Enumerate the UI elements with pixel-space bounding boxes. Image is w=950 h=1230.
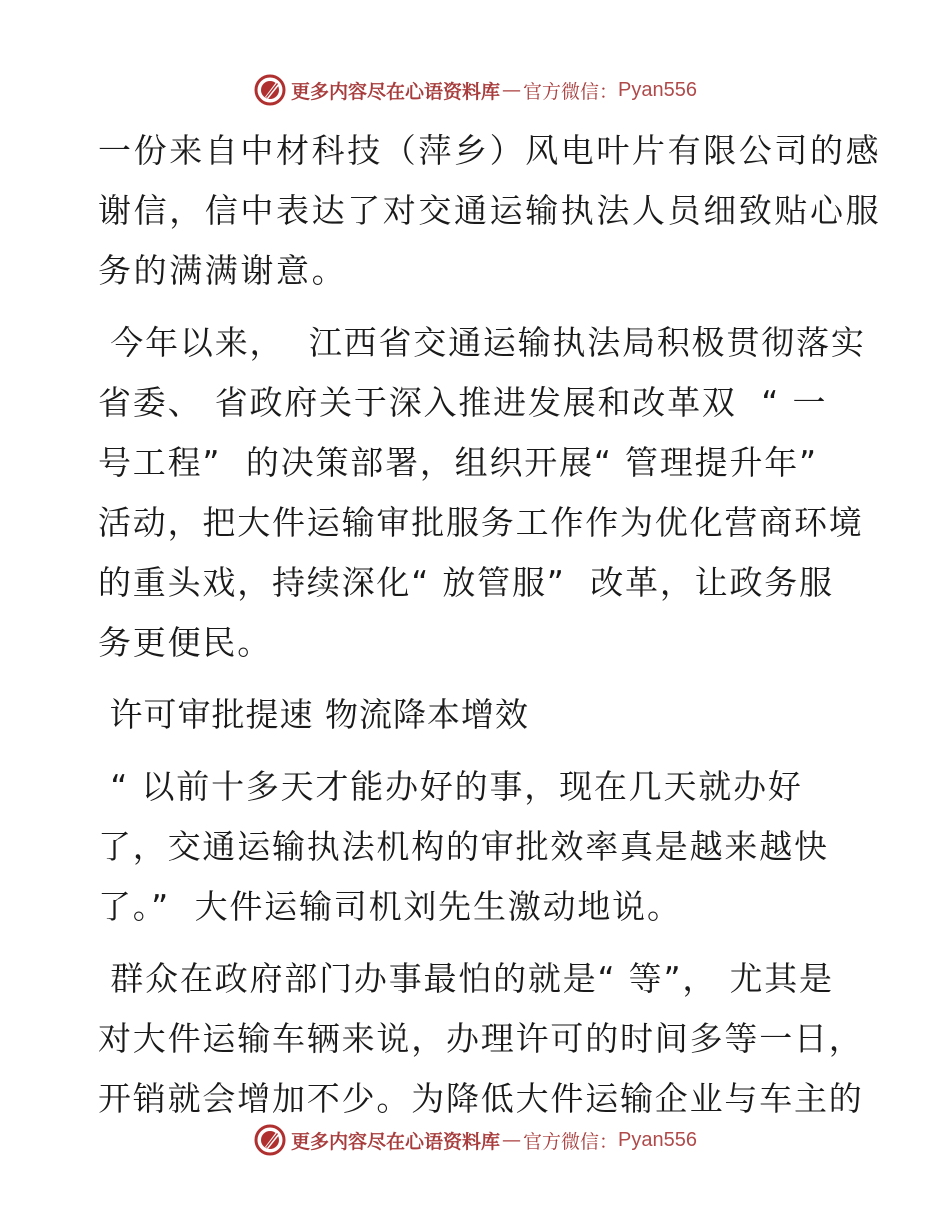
header-site-text: 更多内容尽在心语资料库 <box>291 80 501 103</box>
footer-site-text: 更多内容尽在心语资料库 <box>291 1130 501 1153</box>
paragraph <box>98 949 864 1129</box>
pen-logo-icon <box>253 73 287 107</box>
paragraph <box>98 313 866 673</box>
footer-dash: — <box>502 1129 522 1151</box>
document-body <box>98 121 882 1141</box>
paragraph <box>98 757 858 937</box>
text-line: 一份来自中材科技（萍乡）风电叶片有限公司的感 <box>98 131 882 170</box>
text-line: 省委、 省政府关于深入推进发展和改革双 “ 一 <box>98 383 828 422</box>
header-banner <box>0 70 950 110</box>
pen-logo-icon <box>253 1123 287 1157</box>
paragraph <box>98 121 882 301</box>
section-heading <box>98 685 858 745</box>
text-line: 谢信，信中表达了对交通运输执法人员细致贴心服 <box>98 191 882 230</box>
text-line: 号工程” 的决策部署，组织开展“ 管理提升年” <box>98 443 818 482</box>
footer-wechat-id: Pyan556 <box>618 1128 697 1151</box>
text-line: 对大件运输车辆来说，办理许可的时间多等一日， <box>98 1019 864 1058</box>
text-line: 今年以来， 江西省交通运输执法局积极贯彻落实 <box>98 323 866 362</box>
text-line: 开销就会增加不少。为降低大件运输企业与车主的 <box>98 1079 864 1118</box>
text-line: 务的满满谢意。 <box>98 251 348 290</box>
heading-line: 许可审批提速 物流降本增效 <box>98 695 529 734</box>
text-line: 务更便民。 <box>98 623 272 662</box>
text-line: 的重头戏，持续深化“ 放管服” 改革，让政务服 <box>98 563 834 602</box>
header-wechat-label: 官方微信： <box>523 80 619 103</box>
footer-banner <box>0 1120 950 1160</box>
text-line: 活动，把大件运输审批服务工作作为优化营商环境 <box>98 503 864 542</box>
header-dash: — <box>502 79 522 101</box>
text-line: 了，交通运输执法机构的审批效率真是越来越快 <box>98 827 829 866</box>
footer-wechat-label: 官方微信： <box>523 1130 619 1153</box>
text-line: 了。” 大件运输司机刘先生激动地说。 <box>98 887 682 926</box>
header-wechat-id: Pyan556 <box>618 78 697 101</box>
text-line: “ 以前十多天才能办好的事，现在几天就办好 <box>98 767 803 806</box>
text-line: 群众在政府部门办事最怕的就是“ 等”， 尤其是 <box>98 959 834 998</box>
